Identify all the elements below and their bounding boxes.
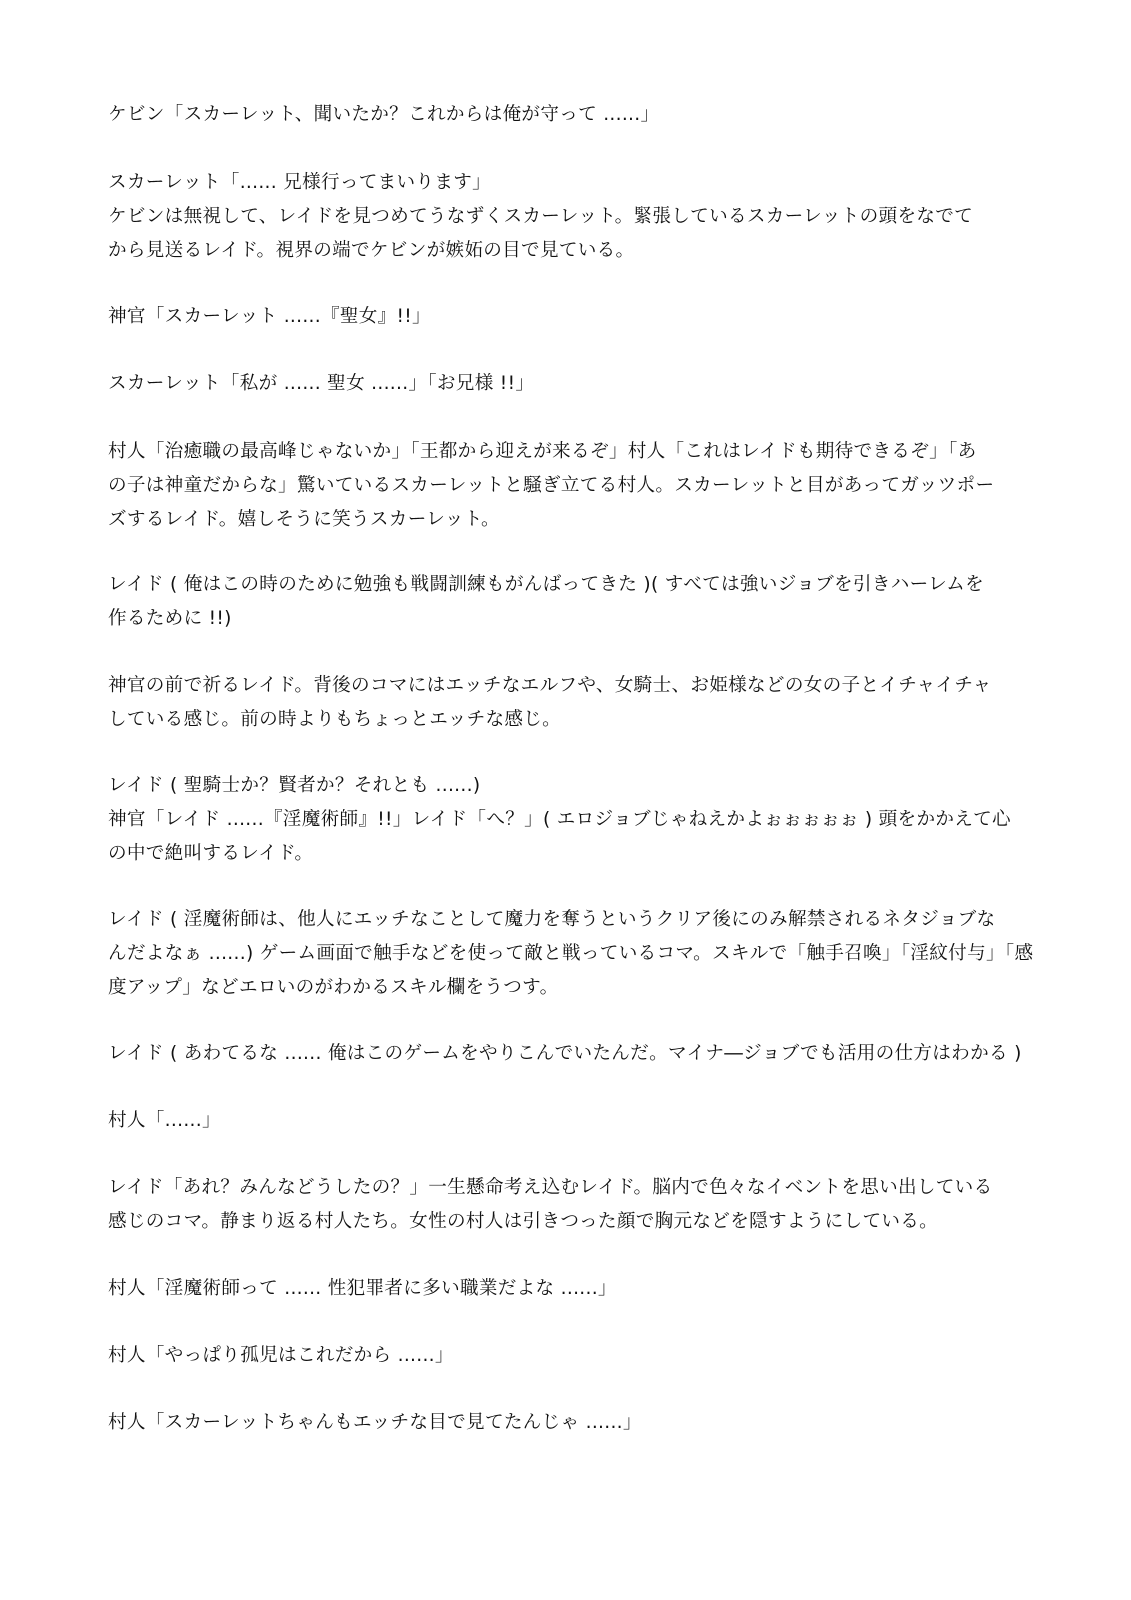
paragraph-villager-criminal — [108, 1272, 1028, 1306]
text-line: 感じのコマ。静まり返る村人たち。女性の村人は引きつった顔で胸元などを隠すようにしている。 — [108, 1211, 939, 1232]
paragraph-raid-prays — [108, 669, 1028, 737]
paragraph-raid-calm — [108, 1037, 1028, 1071]
paragraph-incubus-explanation — [108, 903, 1034, 1005]
text-line: ズするレイド。嬉しそうに笑うスカーレット。 — [108, 509, 500, 530]
text-line: んだよなぁ ......) ゲーム画面で触手などを使って敵と戦っているコマ。スキルで「触手召喚」「淫紋付与」「感 — [108, 943, 1034, 964]
paragraph-raid-job-reveal — [108, 769, 1028, 871]
text-line: 神官「スカーレット ......『聖女』!!」 — [108, 306, 431, 327]
text-line: スカーレット「...... 兄様行ってまいります」 — [108, 172, 492, 193]
paragraph-raid-confused — [108, 1171, 1028, 1239]
text-line: の子は神童だからな」驚いているスカーレットと騒ぎ立てる村人。スカーレットと目があってガッツポー — [108, 475, 995, 496]
text-line: ケビンは無視して、レイドを見つめてうなずくスカーレット。緊張しているスカーレットの頭をなでて — [108, 206, 974, 227]
text-line: 作るために !!) — [108, 608, 232, 629]
paragraph-scarlet-saint — [108, 367, 1028, 401]
paragraph-villager-silence — [108, 1104, 1028, 1138]
text-line: している感じ。前の時よりもちょっとエッチな感じ。 — [108, 709, 562, 730]
text-line: 村人「......」 — [108, 1110, 221, 1131]
text-line: 村人「治癒職の最高峰じゃないか」「王都から迎えが来るぞ」村人「これはレイドも期待できるぞ」「あ — [108, 441, 977, 462]
text-line: から見送るレイド。視界の端でケビンが嫉妬の目で見ている。 — [108, 240, 635, 261]
text-line: レイド ( あわてるな ...... 俺はこのゲームをやりこんでいたんだ。マイナ―ジョブでも活用の仕方はわかる ) — [108, 1043, 1022, 1064]
paragraph-villager-scarlet — [108, 1406, 1028, 1440]
paragraph-raid-ambition — [108, 568, 1028, 636]
text-line: スカーレット「私が ...... 聖女 ......」「お兄様 !!」 — [108, 373, 535, 394]
text-line: レイド ( 淫魔術師は、他人にエッチなことして魔力を奪うというクリア後にのみ解禁されるネタジョブな — [108, 909, 996, 930]
paragraph-villager-orphan — [108, 1339, 1028, 1373]
text-line: レイド ( 俺はこの時のために勉強も戦闘訓練もがんばってきた )( すべては強いジョブを引きハーレムを — [108, 574, 985, 595]
text-line: 度アップ」などエロいのがわかるスキル欄をうつす。 — [108, 977, 559, 998]
text-line: 村人「スカーレットちゃんもエッチな目で見てたんじゃ ......」 — [108, 1412, 642, 1433]
text-line: 神官の前で祈るレイド。背後のコマにはエッチなエルフや、女騎士、お姫様などの女の子とイチャイチャ — [108, 675, 992, 696]
text-line: ケビン「スカーレット、聞いたか？これからは俺が守って ......」 — [108, 104, 660, 125]
paragraph-villagers-excited — [108, 435, 1028, 537]
text-line: 村人「やっぱり孤児はこれだから ......」 — [108, 1345, 454, 1366]
text-line: レイド ( 聖騎士か？賢者か？それとも ......) — [108, 775, 481, 796]
text-line: 村人「淫魔術師って ...... 性犯罪者に多い職業だよな ......」 — [108, 1278, 617, 1299]
text-line: 神官「レイド ......『淫魔術師』!!」レイド「へ？」( エロジョブじゃねえかよぉぉぉぉぉ ) 頭をかかえて心 — [108, 809, 1011, 830]
text-line: レイド「あれ？みんなどうしたの？」一生懸命考え込むレイド。脳内で色々なイベントを思い出している — [108, 1177, 993, 1198]
paragraph-scarlet-departure — [108, 166, 1028, 268]
text-line: の中で絶叫するレイド。 — [108, 843, 314, 864]
paragraph-priest-saint — [108, 300, 1028, 334]
paragraph-kevin-line — [108, 98, 1028, 132]
